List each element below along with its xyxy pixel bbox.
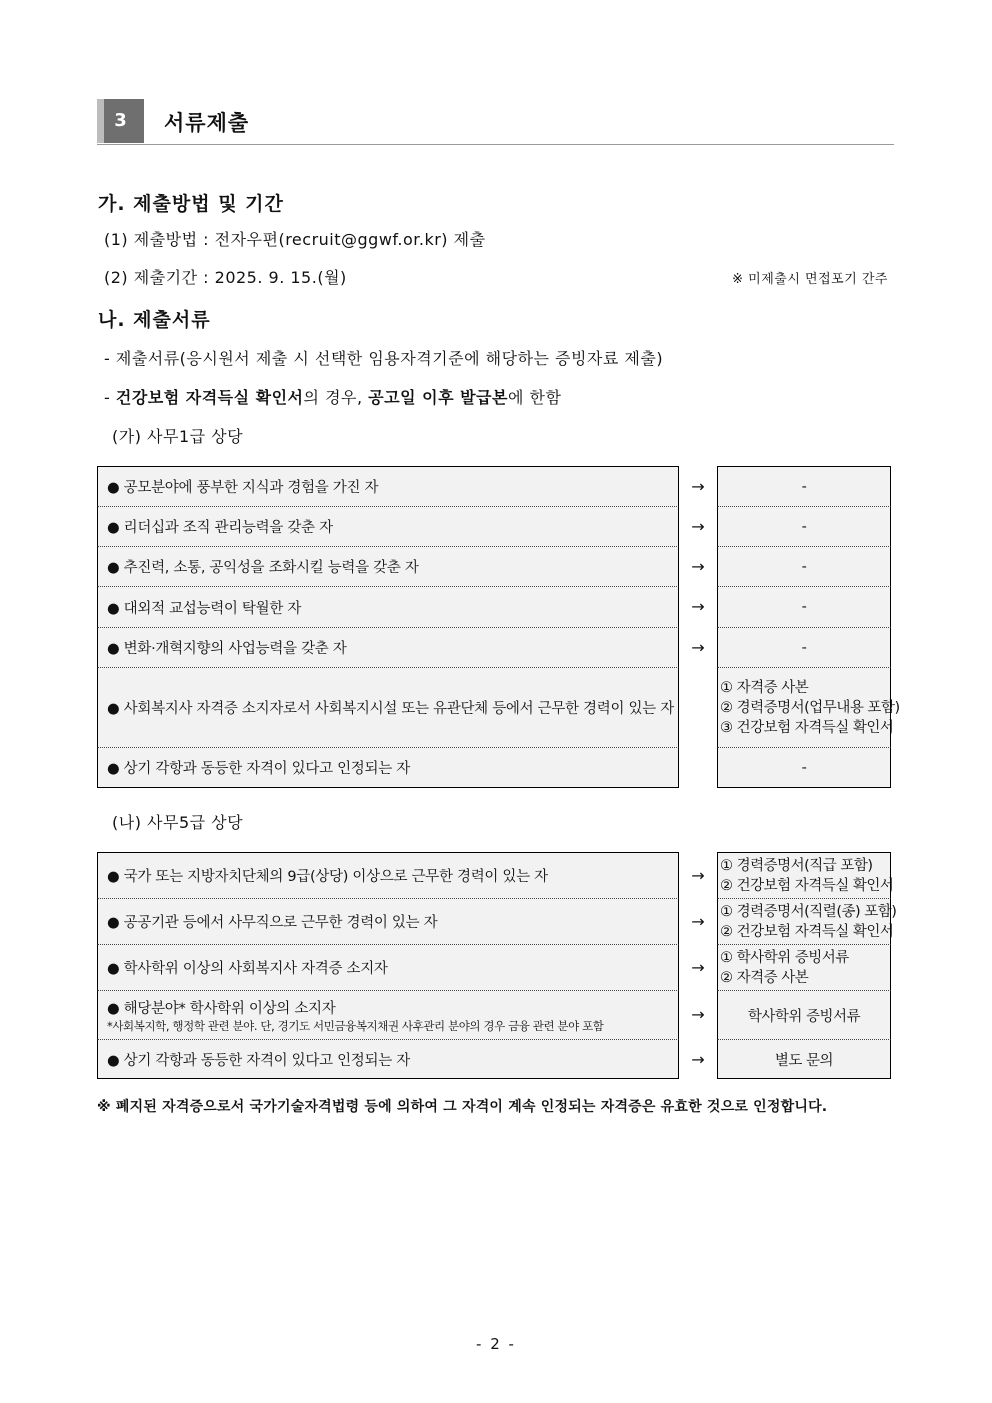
table-row — [97, 852, 894, 898]
arrow-icon: → — [691, 597, 705, 616]
submission-note: ※ 미제출시 면접포기 간주 — [732, 272, 888, 287]
documents-line-2: - 건강보험 자격득실 확인서의 경우, 공고일 이후 발급본에 한함 — [104, 388, 562, 407]
condition-cell: ● 사회복지사 자격증 소지자로서 사회복지시설 또는 유관단체 등에서 근무한 경력이 있는 자 — [97, 667, 679, 747]
footnote: ※ 폐지된 자격증으로서 국가기술자격법령 등에 의하여 그 자격이 계속 인정되는 자격증은 유효한 것으로 인정합니다. — [97, 1099, 828, 1115]
part-b-heading: 나. 제출서류 — [98, 309, 211, 331]
table-row — [97, 627, 891, 667]
document-item: ③ 건강보험 자격득실 확인서 — [720, 719, 894, 736]
table-row — [97, 586, 891, 627]
table-a — [97, 466, 900, 788]
section-number: 3 — [97, 99, 144, 143]
table-row — [97, 506, 891, 546]
document-item: ① 경력증명서(직급 포함) — [720, 857, 873, 874]
arrow-icon: → — [691, 556, 705, 576]
section-header — [97, 99, 894, 145]
document-cell: 학사학위 증빙서류 — [717, 990, 891, 1039]
condition-cell: ● 국가 또는 지방자치단체의 9급(상당) 이상으로 근무한 경력이 있는 자 — [97, 852, 679, 898]
arrow-icon: → — [691, 516, 705, 536]
arrow-icon: → — [691, 957, 705, 977]
table-row — [97, 898, 897, 944]
table-b-label: (나) 사무5급 상당 — [112, 813, 244, 832]
document-cell: - — [717, 747, 891, 788]
submission-period: (2) 제출기간 : 2025. 9. 15.(월) — [104, 268, 347, 287]
condition-cell: ● 리더십과 조직 관리능력을 갖춘 자 — [97, 506, 679, 546]
page-number: - 2 - — [476, 1335, 516, 1353]
document-item: ① 자격증 사본 — [720, 679, 809, 696]
condition-cell: ● 상기 각항과 동등한 자격이 있다고 인정되는 자 — [97, 1039, 679, 1079]
document-cell — [717, 944, 891, 990]
part-a-heading: 가. 제출방법 및 기간 — [98, 193, 284, 215]
table-a-label: (가) 사무1급 상당 — [112, 427, 244, 446]
document-cell: - — [717, 586, 891, 627]
table-b — [97, 852, 897, 1079]
condition-cell: ● 상기 각항과 동등한 자격이 있다고 인정되는 자 — [97, 747, 679, 788]
document-cell — [717, 667, 900, 747]
condition-cell: ● 학사학위 이상의 사회복지사 자격증 소지자 — [97, 944, 679, 990]
condition-subnote: *사회복지학, 행정학 관련 분야. 단, 경기도 서민금융복지채권 사후관리 분야의 경우 금융 관련 분야 포함 — [107, 1018, 604, 1033]
document-item: ② 건강보험 자격득실 확인서 — [720, 923, 894, 940]
document-cell — [717, 852, 894, 898]
condition-text: ● 해당분야* 학사학위 이상의 소지자 — [107, 1000, 336, 1017]
document-cell: - — [717, 466, 891, 506]
submission-method: (1) 제출방법 : 전자우편(recruit@ggwf.or.kr) 제출 — [104, 230, 486, 249]
table-row — [97, 466, 891, 506]
document-item: ① 경력증명서(직렬(종) 포함) — [720, 903, 897, 920]
table-row — [97, 747, 891, 788]
arrow-icon: → — [691, 1049, 705, 1069]
condition-cell: ● 대외적 교섭능력이 탁월한 자 — [97, 586, 679, 627]
condition-cell: ● 추진력, 소통, 공익성을 조화시킬 능력을 갖춘 자 — [97, 546, 679, 586]
document-cell — [717, 898, 897, 944]
document-cell: 별도 문의 — [717, 1039, 891, 1079]
arrow-icon: → — [691, 1005, 705, 1024]
table-row — [97, 944, 891, 990]
table-row — [97, 1039, 891, 1079]
condition-cell: ● 변화·개혁지향의 사업능력을 갖춘 자 — [97, 627, 679, 667]
documents-line-1: - 제출서류(응시원서 제출 시 선택한 임용자격기준에 해당하는 증빙자료 제출) — [104, 349, 664, 368]
arrow-icon: → — [691, 637, 705, 657]
section-title: 서류제출 — [164, 111, 250, 135]
condition-cell: ● 공모분야에 풍부한 지식과 경험을 가진 자 — [97, 466, 679, 506]
document-cell: - — [717, 546, 891, 586]
condition-cell: ● 공공기관 등에서 사무직으로 근무한 경력이 있는 자 — [97, 898, 679, 944]
condition-cell — [97, 990, 679, 1039]
table-row — [97, 990, 891, 1039]
document-item: ① 학사학위 증빙서류 — [720, 949, 849, 966]
arrow-icon: → — [691, 865, 705, 885]
document-cell: - — [717, 506, 891, 546]
table-row — [97, 667, 900, 747]
arrow-icon: → — [691, 911, 705, 931]
document-item: ② 자격증 사본 — [720, 969, 809, 986]
arrow-icon: → — [691, 476, 705, 496]
table-row — [97, 546, 891, 586]
document-cell: - — [717, 627, 891, 667]
document-item: ② 건강보험 자격득실 확인서 — [720, 877, 894, 894]
document-item: ② 경력증명서(업무내용 포함) — [720, 699, 900, 716]
